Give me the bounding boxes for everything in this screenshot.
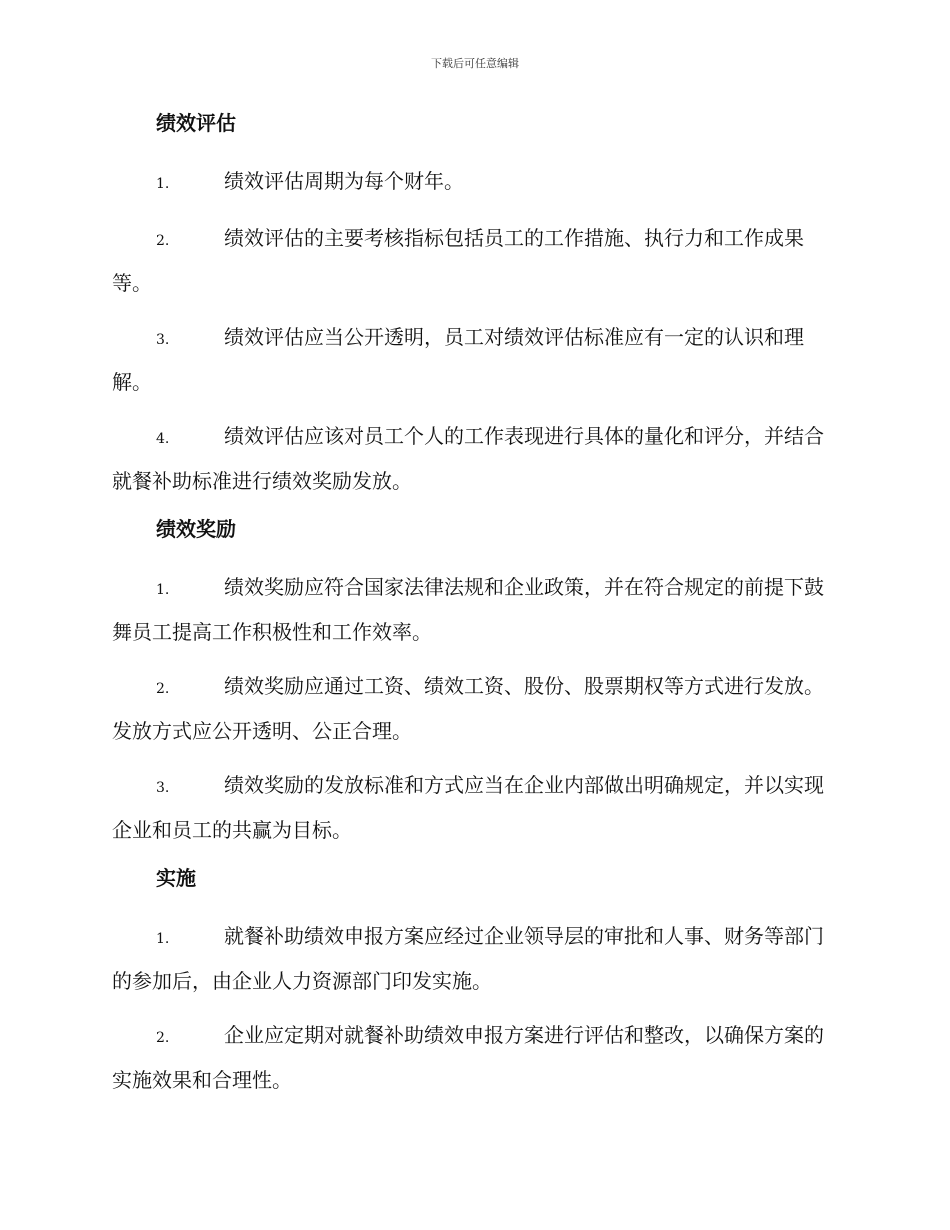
section-heading: 实施 [156, 866, 196, 890]
header-note: 下载后可任意编辑 [431, 57, 519, 70]
section-heading: 绩效评估 [156, 111, 236, 135]
list-item [112, 316, 834, 403]
list-item [112, 217, 834, 304]
list-item [112, 415, 834, 502]
item-number: 2. [156, 1030, 170, 1046]
section-performance-rewards [112, 514, 834, 851]
item-number: 2. [156, 233, 170, 249]
section-performance-evaluation [112, 108, 834, 502]
list-item [112, 160, 834, 205]
item-text: 就餐补助绩效申报方案应经过企业领导层的审批和人事、财务等部门的参加后，由企业人力资源部门印发实施。 [112, 924, 824, 993]
item-text: 绩效评估周期为每个财年。 [224, 169, 464, 193]
list-item [112, 764, 834, 851]
list-item [112, 665, 834, 752]
item-text: 绩效评估应该对员工个人的工作表现进行具体的量化和评分，并结合就餐补助标准进行绩效奖励发放。 [112, 424, 824, 493]
item-text: 企业应定期对就餐补助绩效申报方案进行评估和整改，以确保方案的实施效果和合理性。 [112, 1023, 824, 1092]
item-number: 1. [156, 931, 170, 947]
list-item [112, 566, 834, 653]
item-number: 3. [156, 332, 170, 348]
item-text: 绩效奖励的发放标准和方式应当在企业内部做出明确规定，并以实现企业和员工的共赢为目标。 [112, 773, 824, 842]
item-number: 1. [156, 176, 170, 192]
item-text: 绩效评估应当公开透明，员工对绩效评估标准应有一定的认识和理解。 [112, 325, 804, 394]
document-body [112, 108, 834, 1113]
list-item [112, 1014, 834, 1101]
item-text: 绩效评估的主要考核指标包括员工的工作措施、执行力和工作成果等。 [112, 226, 804, 295]
item-number: 1. [156, 582, 170, 598]
item-number: 4. [156, 431, 170, 447]
section-heading: 绩效奖励 [156, 517, 236, 541]
section-implementation [112, 863, 834, 1101]
item-text: 绩效奖励应通过工资、绩效工资、股份、股票期权等方式进行发放。发放方式应公开透明、公正合理。 [112, 674, 824, 743]
list-item [112, 915, 834, 1002]
item-number: 3. [156, 780, 170, 796]
item-text: 绩效奖励应符合国家法律法规和企业政策，并在符合规定的前提下鼓舞员工提高工作积极性和工作效率。 [112, 575, 824, 644]
item-number: 2. [156, 681, 170, 697]
